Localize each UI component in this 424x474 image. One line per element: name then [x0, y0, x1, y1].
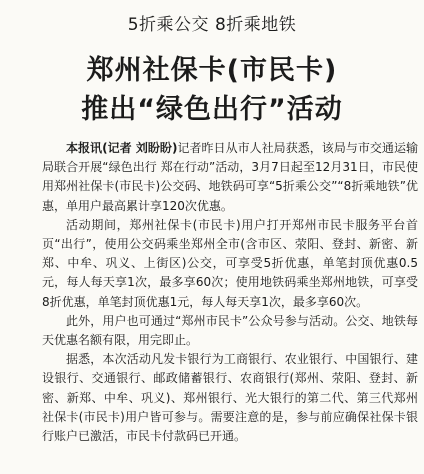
article-body: [42, 139, 418, 446]
subheadline: 5折乘公交 8折乘地铁: [127, 15, 297, 35]
headline-line-2: 推出“绿色出行”活动: [81, 94, 343, 125]
paragraph-2: 活动期间，郑州社保卡(市民卡)用户打开郑州市民卡服务平台首页“出行”，使用公交码乘坐郑州全市(含市区、荥阳、登封、新密、新郑、中牟、巩义、上街区)公交，可享受5折优惠，单笔封顶优惠0.5元，每人每天享1次，最多享60次；使用地铁码乘坐郑州地铁，可享受8折优惠，单笔封顶优惠1元，每人每天享1次，最多享60次。: [42, 217, 418, 309]
headline-line-1: 郑州社保卡(市民卡): [86, 55, 338, 86]
paragraph-3: 此外，用户也可通过“郑州市民卡”公众号参与活动。公交、地铁每天优惠名额有限，用完即止。: [42, 313, 418, 348]
paragraph-1: [42, 139, 418, 216]
byline: 本报讯(记者 刘盼盼): [66, 141, 178, 155]
paragraph-4: 据悉，本次活动凡发卡银行为工商银行、农业银行、中国银行、建设银行、交通银行、邮政储蓄银行、农商银行(郑州、荥阳、登封、新密、新郑、中牟、巩义)、郑州银行、光大银行的第二代、第三代郑州社保卡(市民卡)用户皆可参与。需要注意的是，参与前应确保社保卡银行账户已激活，市民卡付款码已开通。: [42, 352, 418, 444]
paragraph-1-text: 记者昨日从市人社局获悉，该局与市交通运输局联合开展“绿色出行 郑在行动”活动，3月7日起至12月31日，市民使用郑州社保卡(市民卡)公交码、地铁码可享“5折乘公交”“8折乘地铁”优惠，单用户最高累计享120次优惠。: [42, 141, 418, 213]
